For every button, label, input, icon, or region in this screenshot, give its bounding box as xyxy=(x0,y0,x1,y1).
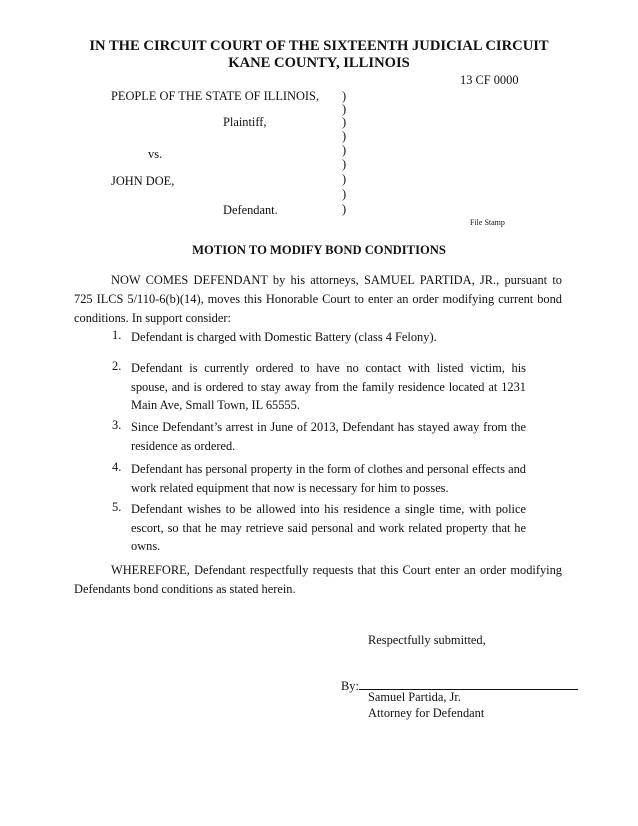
list-item-text: Defendant has personal property in the form of clothes and personal effects and work related equipment that now is necessary for him to posses. xyxy=(131,462,526,495)
signer-name: Samuel Partida, Jr. xyxy=(368,690,461,704)
caption-paren: ) xyxy=(342,89,347,103)
caption-paren: ) xyxy=(342,187,347,201)
plaintiff-name: PEOPLE OF THE STATE OF ILLINOIS, xyxy=(111,89,320,103)
list-item-number: 3. xyxy=(112,418,122,432)
motion-title: MOTION TO MODIFY BOND CONDITIONS xyxy=(192,243,446,257)
file-stamp-label: File Stamp xyxy=(470,218,505,227)
defendant-role: Defendant. xyxy=(223,203,278,217)
caption-paren: ) xyxy=(342,157,347,171)
plaintiff-role: Plaintiff, xyxy=(223,115,267,129)
defendant-name: JOHN DOE, xyxy=(111,174,175,188)
caption-paren: ) xyxy=(342,202,347,216)
intro-paragraph: NOW COMES DEFENDANT by his attorneys, SAMUEL PARTIDA, JR., pursuant to 725 ILCS 5/110-6(b)(14), moves this Honorable Court to enter an order modifying current bond conditions. In support consider: xyxy=(74,273,562,325)
signer-title: Attorney for Defendant xyxy=(368,706,485,720)
court-name: IN THE CIRCUIT COURT OF THE SIXTEENTH JUDICIAL CIRCUIT xyxy=(89,38,549,54)
versus: vs. xyxy=(148,147,163,161)
caption-paren: ) xyxy=(342,102,347,116)
caption-paren: ) xyxy=(342,172,347,186)
wherefore-paragraph: WHEREFORE, Defendant respectfully requests that this Court enter an order modifying Defendants bond conditions as stated herein. xyxy=(74,563,562,596)
list-item-number: 4. xyxy=(112,460,122,474)
list-item-text: Since Defendant’s arrest in June of 2013, Defendant has stayed away from the residence as ordered. xyxy=(131,420,526,453)
list-item-text: Defendant is currently ordered to have no contact with listed victim, his spouse, and is ordered to stay away from the family residence located at 1231 Main Ave, Small Town, IL 65555. xyxy=(131,361,526,412)
county-name: KANE COUNTY, ILLINOIS xyxy=(228,55,410,71)
caption-paren: ) xyxy=(342,129,347,143)
closing: Respectfully submitted, xyxy=(368,633,486,647)
list-item-text: Defendant is charged with Domestic Battery (class 4 Felony). xyxy=(131,330,437,344)
caption-paren: ) xyxy=(342,115,347,129)
case-number: 13 CF 0000 xyxy=(460,73,519,87)
list-item-number: 1. xyxy=(112,328,122,342)
signature-underline xyxy=(359,678,578,690)
list-item-text: Defendant wishes to be allowed into his residence a single time, with police escort, so that he may retrieve said personal and work related property that he owns. xyxy=(131,502,526,553)
list-item-number: 5. xyxy=(112,500,122,514)
list-item-number: 2. xyxy=(112,359,122,373)
by-label: By: xyxy=(341,679,359,693)
caption-paren: ) xyxy=(342,143,347,157)
